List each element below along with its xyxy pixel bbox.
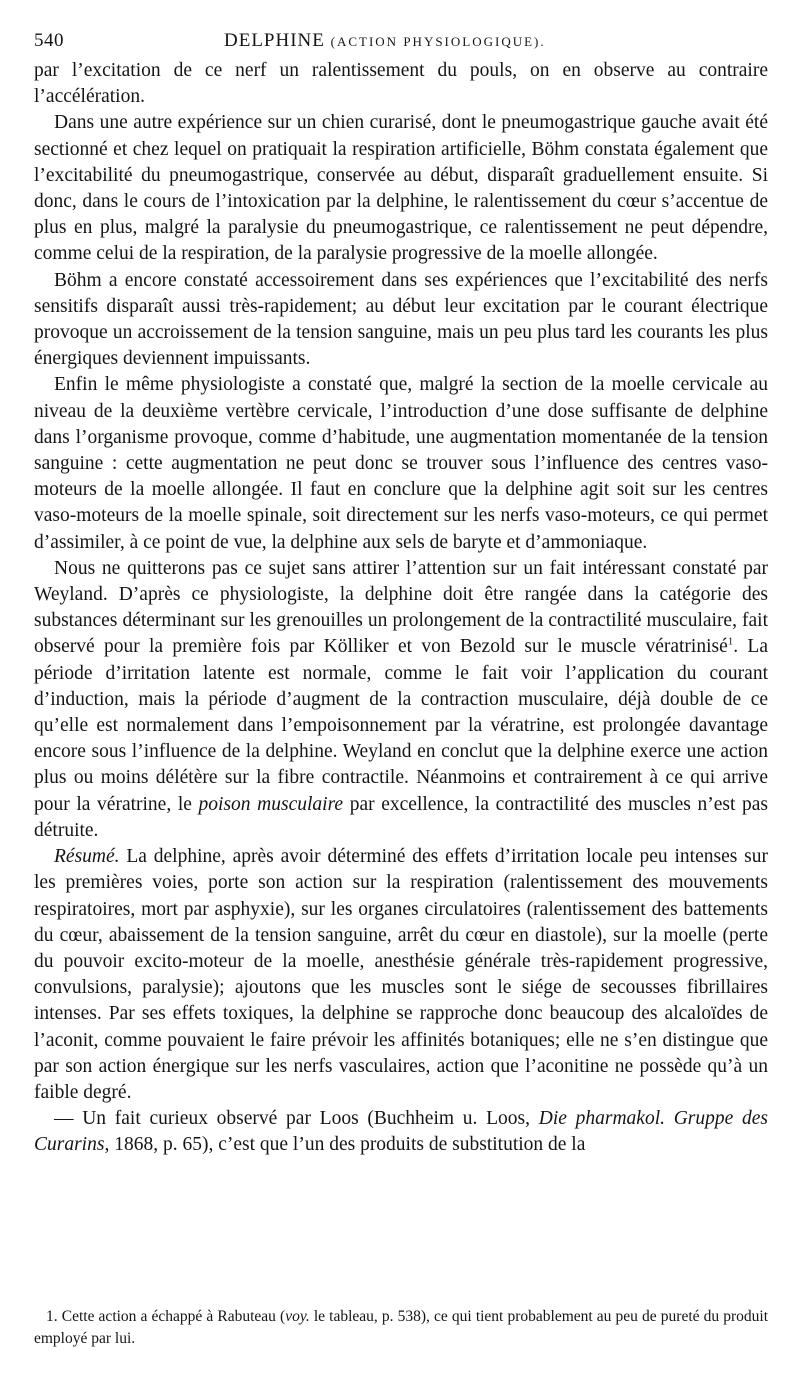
footnote-part-b: le tableau, p. 538), ce qui tient probablement au peu de pureté du produit employé par lui. (34, 1308, 769, 1347)
paragraph-4: Enfin le même physiologiste a constaté que, malgré la section de la moelle cervicale au niveau de la deuxième vertèbre cervicale, l’introduction d’une dose suffisante de delphine dans l’organisme provoque, comme d’habitude, une augmentation momentanée de la tension sanguine : cette augmentation ne peut donc se trouver sous l’influence des centres vaso-moteurs de la moelle allongée. Il faut en conclure que la delphine agit soit sur les centres vaso-moteurs de la moelle spinale, soit directement sur les nerfs vaso-moteurs, ce qui permet d’assimiler, à ce point de vue, la delphine aux sels de baryte et d’ammoniaque. (34, 374, 768, 553)
paragraph-2: Dans une autre expérience sur un chien curarisé, dont le pneumogastrique gauche avait été sectionné et chez lequel on pratiquait la respiration artificielle, Böhm constata également que l’excitabilité du pneumogastrique, conservée au début, disparaît graduellement ensuite. Si donc, dans le cours de l’intoxication par la delphine, le ralentissement du cœur s’accentue de plus en plus, malgré la paralysie du pneumogastrique, ce ralentissement ne peut dépendre, comme celui de la respiration, de la paralysie progressive de la moelle allongée. (34, 112, 768, 265)
running-title (224, 30, 546, 52)
paragraph-7-part-a: — Un fait curieux observé par Loos (Buchheim u. Loos, (54, 1108, 539, 1130)
summary-label: Résumé. (54, 846, 120, 868)
footnote-part-a: Cette action a échappé à Rabuteau ( (57, 1308, 286, 1325)
running-header (34, 24, 768, 58)
footnote (34, 1306, 768, 1350)
paragraph-5-part-c: par excellence, la contractilité des muscles n’est pas détruite. (34, 793, 768, 841)
paragraph-7 (34, 1106, 768, 1158)
paragraph-5-italic: poison musculaire (198, 793, 344, 815)
footnote-italic: voy. (285, 1308, 310, 1325)
running-title-main: DELPHINE (224, 30, 325, 51)
summary-paragraph (34, 844, 768, 1106)
footnote-number: 1. (46, 1308, 58, 1325)
paragraph-3: Böhm a encore constaté accessoirement dans ses expériences que l’excitabilité des nerfs sensitifs disparaît aussi très-rapidement; au début leur excitation par le courant électrique provoque un accroissement de la tension sanguine, mais un peu plus tard les courants les plus énergiques deviennent impuissants. (34, 269, 768, 370)
footnote-reference[interactable]: 1 (727, 635, 734, 648)
page (34, 24, 768, 1159)
paragraph-5-part-a: Nous ne quitterons pas ce sujet sans attirer l’attention sur un fait intéressant constaté par Weyland. D’après ce physiologiste, la delphine doit être rangée dans la catégorie des substances déterminant sur les grenouilles un prolongement de la contractilité musculaire, fait observé pour la première fois par Kölliker et von Bezold sur le muscle vératrinisé (34, 557, 768, 658)
summary-text: La delphine, après avoir déterminé des effets d’irritation locale peu intenses sur les premières voies, porte son action sur la respiration (ralentissement des mouvements respiratoires, mort par asphyxie), sur les organes circulatoires (ralentissement des battements du cœur, abaissement de la tension sanguine, arrêt du cœur en diastole), sur la moelle (perte du pouvoir excito-moteur de la moelle, anesthésie générale très-rapidement progressive, convulsions, paralysie); ajoutons que les muscles sont le siége de secousses fibrillaires intenses. Par ses effets toxiques, la delphine se rapproche donc beaucoup des alcaloïdes de l’aconit, comme pouvaient le faire prévoir les affinités botaniques; elle ne s’en distingue que par son action énergique sur les nerfs vasculaires, action que l’aconitine ne possède qu’à un faible degré. (34, 846, 768, 1103)
paragraph-5 (34, 556, 768, 844)
paragraph-1: par l’excitation de ce nerf un ralentissement du pouls, on en observe au contraire l’accélération. (34, 60, 768, 108)
paragraph-7-italic: Die pharmakol. Gruppe des Curarins (34, 1108, 769, 1156)
page-number: 540 (34, 30, 64, 51)
body-text (34, 58, 768, 1159)
paragraph-5-part-b: . La période d’irritation latente est normale, comme le fait voir l’application du courant d’induction, mais la période d’augment de la contraction musculaire, déjà double de ce qu’elle est normalement dans l’empoisonnement par la vératrine, est prolongée davantage encore sous l’influence de la delphine. Weyland en conclut que la delphine exerce une action plus ou moins délétère sur la fibre contractile. Néanmoins et contrairement à ce qui arrive pour la vératrine, le (34, 636, 768, 815)
running-title-sub: (ACTION PHYSIOLOGIQUE). (330, 34, 546, 49)
paragraph-7-part-b: , 1868, p. 65), c’est que l’un des produits de substitution de la (104, 1134, 586, 1156)
footnote-text (34, 1306, 768, 1350)
